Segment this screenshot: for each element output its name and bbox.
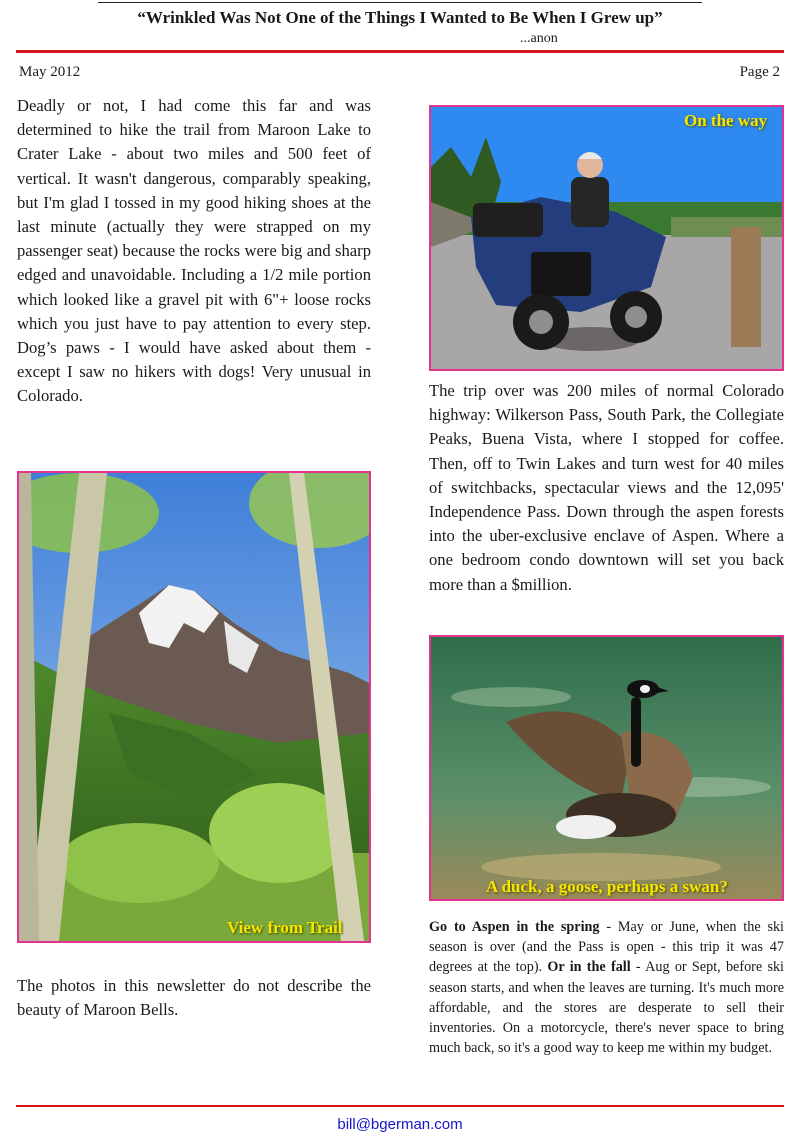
mountain-aspen-image [19, 473, 369, 941]
motorcycle-rider-image [431, 107, 782, 369]
header-quote: “Wrinkled Was Not One of the Things I Wanted to Be When I Grew up” [137, 8, 663, 27]
caption-view-from-trail: View from Trail [227, 918, 343, 937]
tip-text-fall: - Aug or Sept, before ski season starts, and when the leaves are turning. It's much more affordable, and the stores are desperate to sell their inventories. On a motorcycle, there's never space to bring much back, so it's a good way to keep me within my budget. [429, 959, 785, 1057]
quote-attribution: ...anon [520, 31, 558, 46]
footer-email[interactable]: bill@bgerman.com [337, 1116, 463, 1133]
tip-lead-fall: Or in the fall [547, 959, 631, 976]
photo-goose [429, 635, 784, 901]
goose-in-water-image [431, 637, 782, 899]
page-number: Page 2 [739, 64, 780, 80]
tip-text-spring: - May or June, when the ski season is over (and the Pass is open - this trip it was 47 degrees at the top). [429, 919, 784, 976]
photo-view-from-trail [17, 471, 371, 943]
left-paragraph-1: Deadly or not, I had come this far and was determined to hike the trail from Maroon Lake to Crater Lake - about two miles and 500 feet of vertical. It wasn't dangerous, comparably speaking, but I'm glad I tossed in my good hiking shoes at the last minute (actually they were strapped on my passenger seat) because the rocks were big and sharp edged and unavoidable. Including a 1/2 mile portion which looked like a gravel pit with 6"+ loose rocks which you just have to pay attention to every step. Dog’s paws - I would have asked about them - except I saw no hikers with dogs! Very unusual in Colorado. [17, 96, 371, 406]
left-paragraph-2: The photos in this newsletter do not describe the beauty of Maroon Bells. [17, 976, 371, 1020]
caption-on-the-way: On the way [684, 111, 768, 130]
footer-red-rule [16, 1105, 784, 1107]
photo-on-the-way [429, 105, 784, 371]
header-red-rule [16, 50, 784, 53]
issue-date: May 2012 [19, 64, 81, 80]
top-rule [98, 2, 702, 3]
tip-lead-spring: Go to Aspen in the spring [429, 919, 600, 935]
aspen-tips-paragraph [429, 917, 784, 1058]
caption-goose: A duck, a goose, perhaps a swan? [486, 877, 728, 896]
right-paragraph-1: The trip over was 200 miles of normal Colorado highway: Wilkerson Pass, South Park, the Collegiate Peaks, Buena Vista, where I stopped for coffee. Then, off to Twin Lakes and turn west for 40 miles of switchbacks, spectacular views and the 12,095' Independence Pass. Down through the aspen forests into the uber-exclusive enclave of Aspen. Where a one bedroom condo downtown will set you back more than a $million. [429, 381, 784, 594]
